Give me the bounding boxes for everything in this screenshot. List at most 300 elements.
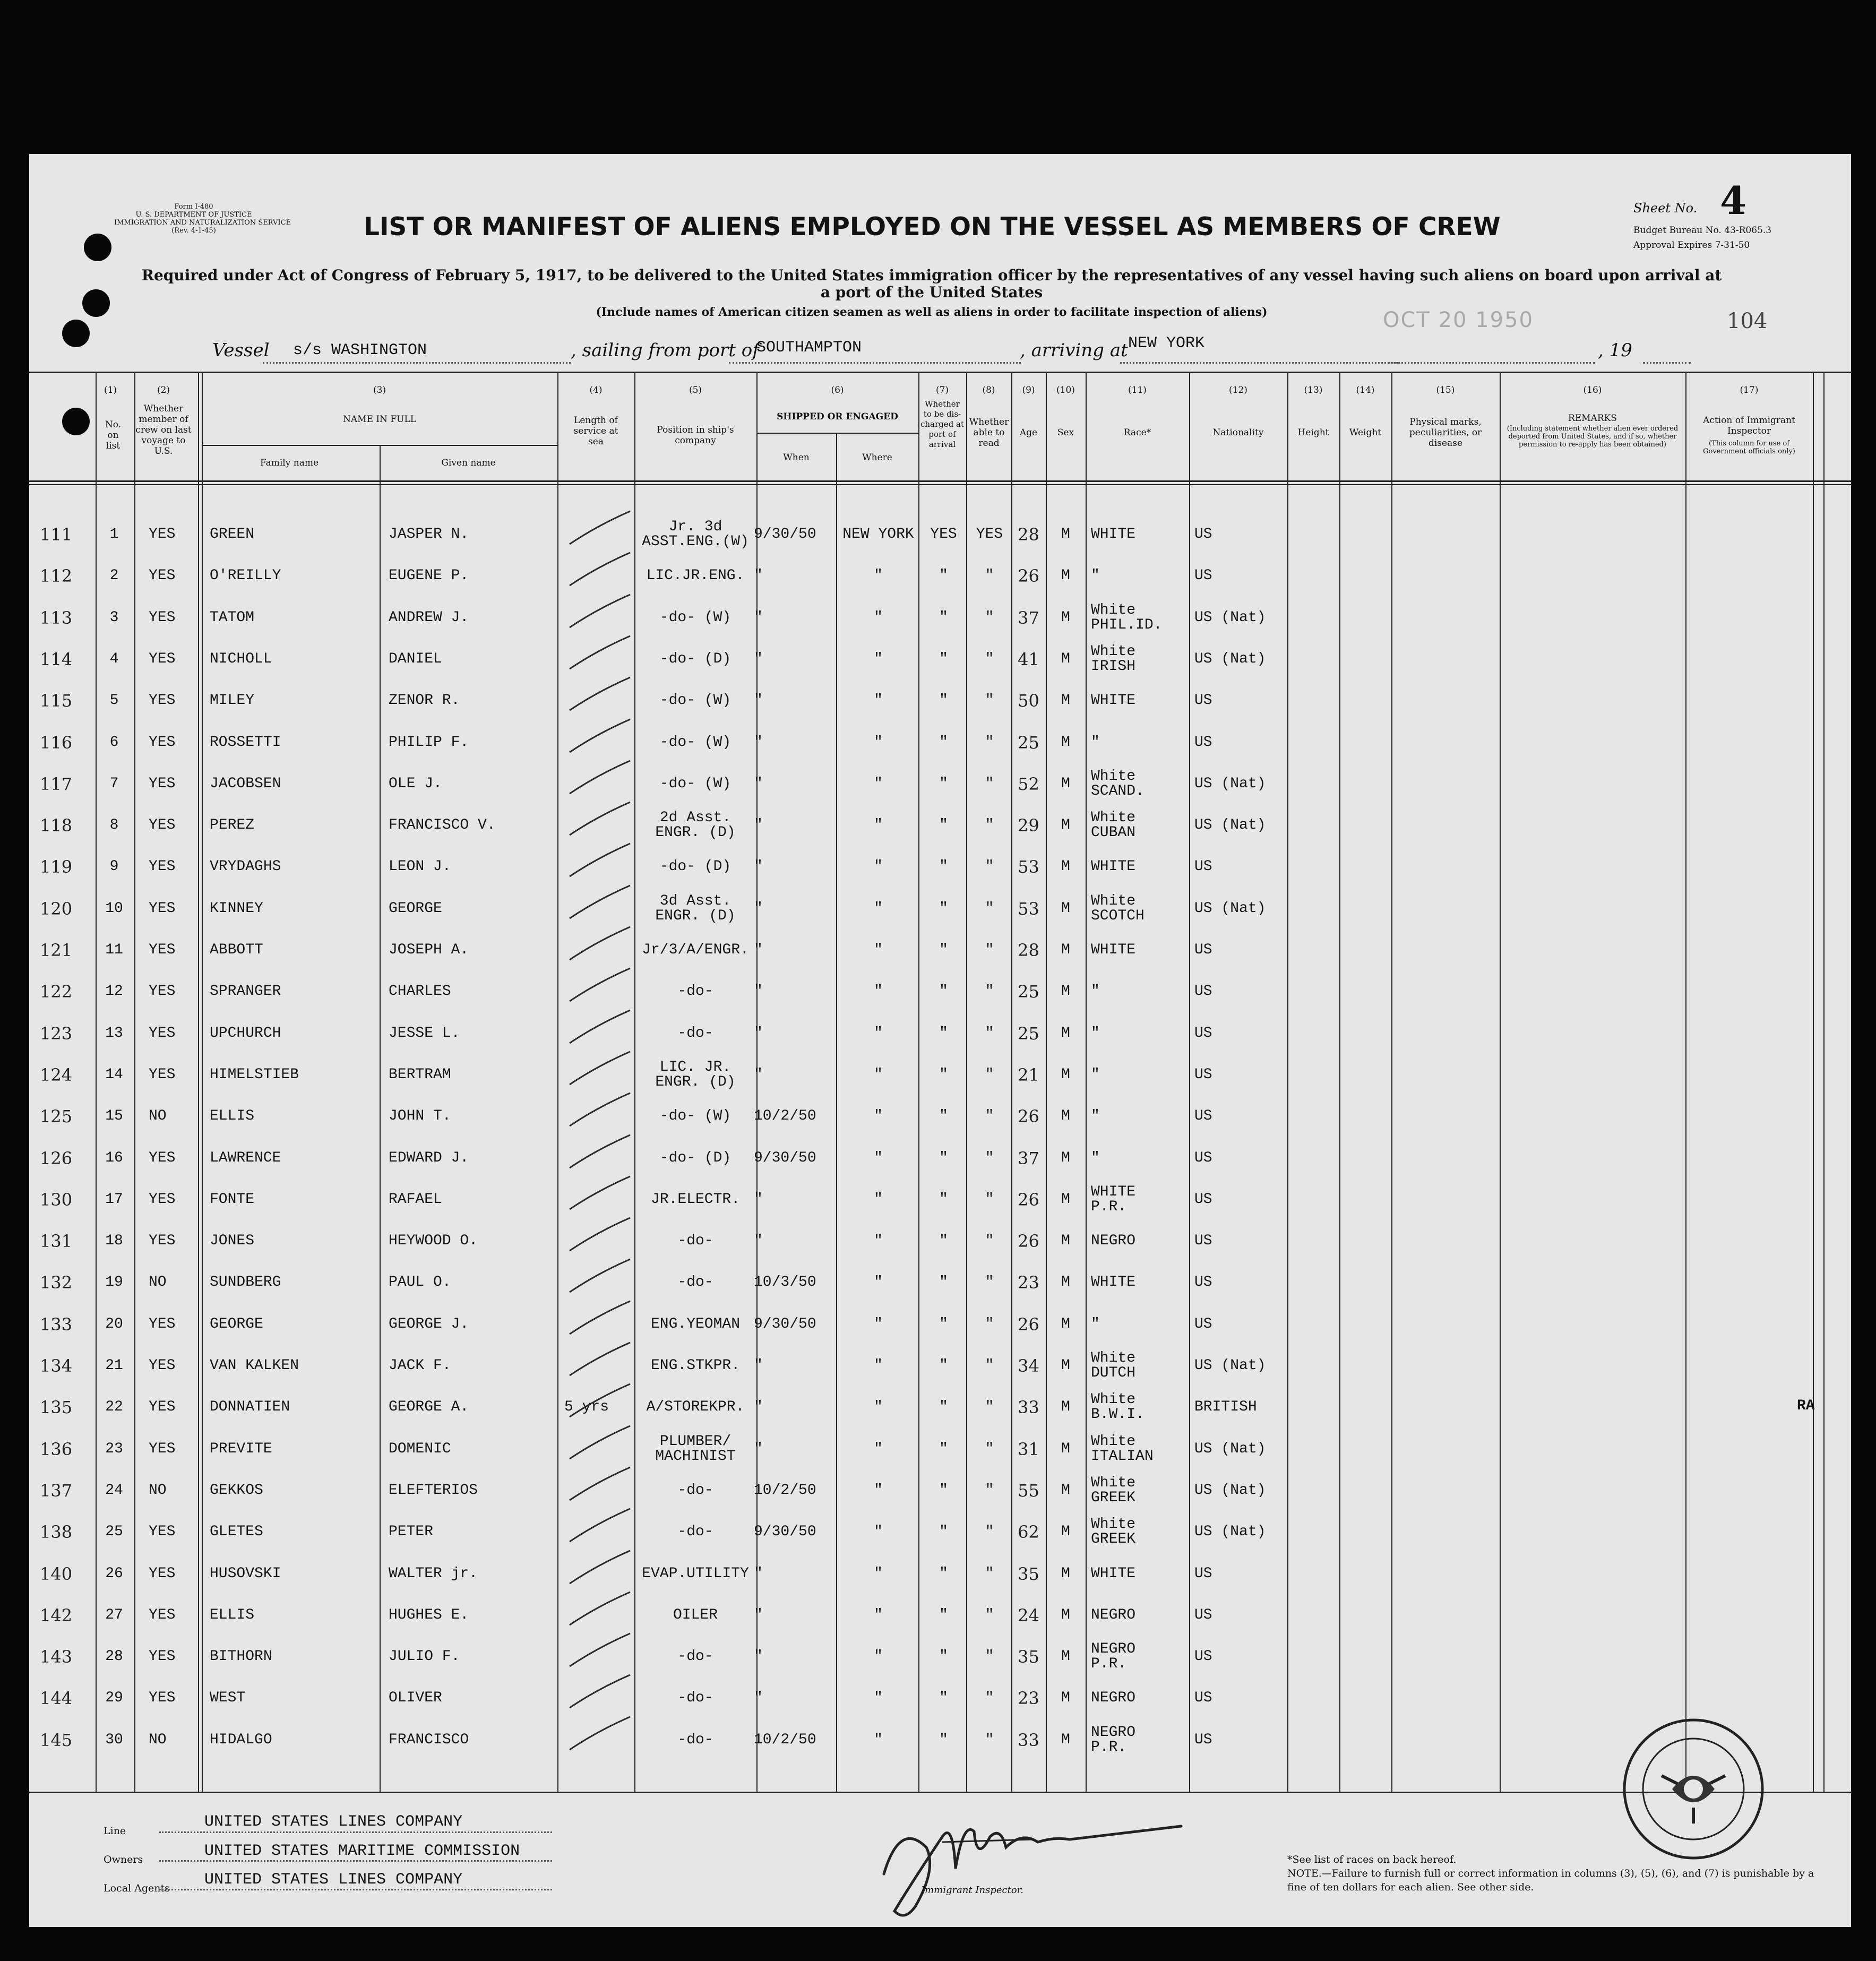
position: -do- xyxy=(677,1025,713,1042)
shipped-where: " xyxy=(874,1066,883,1083)
col6a-header: When xyxy=(783,452,810,463)
column-rule xyxy=(198,372,199,1792)
port-from: SOUTHAMPTON xyxy=(756,339,862,357)
margin-number: 115 xyxy=(40,691,73,711)
last-voyage: YES xyxy=(149,526,176,543)
check-stroke xyxy=(565,1338,634,1381)
list-number: 21 xyxy=(105,1357,123,1374)
column-rule xyxy=(557,372,558,1792)
nationality: US xyxy=(1194,1606,1212,1623)
sex: M xyxy=(1061,1399,1070,1416)
age: 33 xyxy=(1018,1397,1039,1418)
margin-number: 144 xyxy=(40,1688,73,1709)
last-voyage: YES xyxy=(149,1690,176,1707)
date-stamp: OCT 20 1950 xyxy=(1383,308,1534,332)
sex: M xyxy=(1061,1149,1070,1166)
sex: M xyxy=(1061,1482,1070,1499)
margin-number: 135 xyxy=(40,1397,73,1418)
port-to-underline xyxy=(1120,362,1399,364)
sex: M xyxy=(1061,1690,1070,1707)
department: U. S. DEPARTMENT OF JUSTICE xyxy=(135,211,252,219)
sex: M xyxy=(1061,1731,1070,1748)
discharged: " xyxy=(939,1149,948,1166)
position: -do- (W) xyxy=(659,1108,732,1125)
col5-header: Position in ship's company xyxy=(657,425,734,446)
margin-number: 117 xyxy=(40,773,73,794)
race-note: *See list of races on back hereof. xyxy=(1287,1854,1457,1865)
shipped-when: 9/30/50 xyxy=(754,1315,816,1332)
race: White ITALIAN xyxy=(1091,1433,1154,1465)
family-name: JACOBSEN xyxy=(210,775,281,792)
col11-header: Race* xyxy=(1123,427,1151,438)
last-voyage: YES xyxy=(149,983,176,1000)
last-voyage: NO xyxy=(149,1731,167,1748)
shipped-where: " xyxy=(874,1233,883,1250)
given-name: GEORGE J. xyxy=(389,1315,469,1332)
discharged: " xyxy=(939,650,948,667)
shipped-when: 10/2/50 xyxy=(754,1482,816,1499)
shipped-when: " xyxy=(754,942,763,958)
family-name: HUSOVSKI xyxy=(210,1565,281,1582)
given-name: DOMENIC xyxy=(389,1440,451,1457)
shipped-when: 10/3/50 xyxy=(754,1274,816,1291)
col7-number: (7) xyxy=(935,385,949,395)
owners-label: Owners xyxy=(104,1854,143,1865)
given-name: JOSEPH A. xyxy=(389,942,469,958)
able-to-read: " xyxy=(985,1315,994,1332)
last-voyage: YES xyxy=(149,900,176,917)
race: NEGRO xyxy=(1091,1606,1136,1623)
sex: M xyxy=(1061,983,1070,1000)
list-number: 11 xyxy=(105,942,123,958)
discharged: " xyxy=(939,775,948,792)
shipped-when: 9/30/50 xyxy=(754,526,816,543)
age: 53 xyxy=(1018,857,1039,878)
check-stroke xyxy=(565,715,634,758)
given-name: FRANCISCO V. xyxy=(389,817,496,834)
column-rule xyxy=(134,372,135,1792)
discharged: " xyxy=(939,567,948,584)
list-number: 30 xyxy=(105,1731,123,1748)
age: 34 xyxy=(1018,1356,1039,1376)
able-to-read: " xyxy=(985,775,994,792)
discharged: " xyxy=(939,1565,948,1582)
able-to-read: " xyxy=(985,650,994,667)
shipped-where: " xyxy=(874,900,883,917)
shipped-when: " xyxy=(754,609,763,626)
able-to-read: " xyxy=(985,1482,994,1499)
race: White SCOTCH xyxy=(1091,892,1144,924)
position: PLUMBER/ MACHINIST xyxy=(655,1433,736,1465)
margin-number: 132 xyxy=(40,1272,73,1293)
shipped-subheader-rule xyxy=(756,433,918,434)
check-stroke xyxy=(565,507,634,549)
sex: M xyxy=(1061,1440,1070,1457)
family-name: WEST xyxy=(210,1690,246,1707)
race: NEGRO P.R. xyxy=(1091,1641,1136,1673)
page-number: 104 xyxy=(1727,309,1768,333)
race: White CUBAN xyxy=(1091,810,1136,841)
col14-number: (14) xyxy=(1356,385,1375,395)
shipped-when: " xyxy=(754,900,763,917)
col14-header: Weight xyxy=(1349,427,1382,438)
shipped-where: " xyxy=(874,1690,883,1707)
list-number: 2 xyxy=(109,567,119,584)
race: " xyxy=(1091,1025,1100,1042)
list-number: 8 xyxy=(109,817,119,834)
age: 53 xyxy=(1018,898,1039,919)
list-number: 13 xyxy=(105,1025,123,1042)
last-voyage: YES xyxy=(149,817,176,834)
margin-number: 131 xyxy=(40,1231,73,1252)
shipped-when: " xyxy=(754,734,763,751)
shipped-where: " xyxy=(874,775,883,792)
shipped-where: " xyxy=(874,1274,883,1291)
col2-number: (2) xyxy=(157,385,170,395)
position: -do- xyxy=(677,1482,713,1499)
sex: M xyxy=(1061,775,1070,792)
table-top-rule xyxy=(29,372,1851,373)
discharged: " xyxy=(939,734,948,751)
check-stroke xyxy=(565,1172,634,1215)
position: -do- xyxy=(677,1524,713,1541)
able-to-read: " xyxy=(985,1606,994,1623)
position: -do- (W) xyxy=(659,609,732,626)
sheet-no-label: Sheet No. xyxy=(1633,201,1698,216)
sex: M xyxy=(1061,650,1070,667)
nationality: US xyxy=(1194,1731,1212,1748)
shipped-where: " xyxy=(874,1108,883,1125)
age: 26 xyxy=(1018,1106,1039,1127)
nationality: US xyxy=(1194,1233,1212,1250)
col6-header: SHIPPED OR ENGAGED xyxy=(777,411,898,422)
age: 37 xyxy=(1018,1148,1039,1168)
sex: M xyxy=(1061,1648,1070,1665)
shipped-when: " xyxy=(754,1690,763,1707)
position: Jr/3/A/ENGR. xyxy=(642,942,749,958)
margin-number: 136 xyxy=(40,1439,73,1459)
race: " xyxy=(1091,567,1100,584)
nationality: US xyxy=(1194,983,1212,1000)
sex: M xyxy=(1061,1524,1070,1541)
race: NEGRO xyxy=(1091,1233,1136,1250)
given-name: PAUL O. xyxy=(389,1274,451,1291)
family-name: KINNEY xyxy=(210,900,263,917)
shipped-where: " xyxy=(874,1606,883,1623)
discharged: " xyxy=(939,609,948,626)
able-to-read: " xyxy=(985,858,994,875)
col8-header: Whether able to read xyxy=(969,417,1009,449)
sex: M xyxy=(1061,1191,1070,1208)
age: 52 xyxy=(1018,773,1039,794)
shipped-where: " xyxy=(874,1524,883,1541)
last-voyage: YES xyxy=(149,1233,176,1250)
family-name: GLETES xyxy=(210,1524,263,1541)
position: EVAP.UTILITY xyxy=(642,1565,749,1582)
discharged: " xyxy=(939,1524,948,1541)
able-to-read: " xyxy=(985,1440,994,1457)
list-number: 22 xyxy=(105,1399,123,1416)
family-name: VRYDAGHS xyxy=(210,858,281,875)
margin-number: 138 xyxy=(40,1522,73,1543)
shipped-when: " xyxy=(754,1606,763,1623)
sex: M xyxy=(1061,1274,1070,1291)
list-number: 1 xyxy=(109,526,119,543)
port-to: NEW YORK xyxy=(1128,334,1205,352)
shipped-when: " xyxy=(754,1233,763,1250)
list-number: 7 xyxy=(109,775,119,792)
position: OILER xyxy=(673,1606,718,1623)
nationality: US xyxy=(1194,1149,1212,1166)
shipped-when: " xyxy=(754,1025,763,1042)
shipped-when: " xyxy=(754,858,763,875)
agents-underline xyxy=(159,1889,552,1890)
form-number: Form I-480 xyxy=(174,203,213,211)
sex: M xyxy=(1061,1233,1070,1250)
shipped-where: " xyxy=(874,942,883,958)
sheet-no: 4 xyxy=(1720,178,1747,223)
margin-number: 120 xyxy=(40,898,73,919)
discharged: " xyxy=(939,942,948,958)
shipped-where: " xyxy=(874,1025,883,1042)
shipped-where: " xyxy=(874,1149,883,1166)
budget-bureau: Budget Bureau No. 43-R065.3 xyxy=(1633,225,1772,236)
race: White IRISH xyxy=(1091,643,1136,675)
owners-underline xyxy=(159,1860,552,1862)
shipped-where: " xyxy=(874,567,883,584)
able-to-read: YES xyxy=(976,526,1003,543)
age: 37 xyxy=(1018,607,1039,628)
last-voyage: YES xyxy=(149,1357,176,1374)
last-voyage: YES xyxy=(149,609,176,626)
last-voyage: YES xyxy=(149,1524,176,1541)
age: 55 xyxy=(1018,1480,1039,1501)
col13-number: (13) xyxy=(1304,385,1323,395)
position: -do- (D) xyxy=(659,858,732,875)
port-from-underline xyxy=(729,362,1021,364)
col2-header: Whether member of crew on last voyage to U.S. xyxy=(135,403,192,457)
position: JR.ELECTR. xyxy=(650,1191,741,1208)
given-name: RAFAEL xyxy=(389,1191,442,1208)
nationality: US (Nat) xyxy=(1194,1524,1266,1541)
margin-number: 134 xyxy=(40,1356,73,1376)
position: ENG.STKPR. xyxy=(650,1357,741,1374)
check-stroke xyxy=(565,548,634,591)
race: NEGRO P.R. xyxy=(1091,1724,1136,1756)
shipped-when: " xyxy=(754,1440,763,1457)
discharged: " xyxy=(939,1357,948,1374)
col6-number: (6) xyxy=(831,385,844,395)
given-name: FRANCISCO xyxy=(389,1731,469,1748)
shipped-when: 10/2/50 xyxy=(754,1108,816,1125)
check-stroke xyxy=(565,1671,634,1713)
given-name: HUGHES E. xyxy=(389,1606,469,1623)
check-stroke xyxy=(565,1588,634,1630)
position: -do- (W) xyxy=(659,692,732,709)
age: 29 xyxy=(1018,815,1039,836)
margin-number: 142 xyxy=(40,1605,73,1625)
race: White GREEK xyxy=(1091,1516,1136,1548)
age: 62 xyxy=(1018,1522,1039,1543)
able-to-read: " xyxy=(985,567,994,584)
nationality: US xyxy=(1194,692,1212,709)
race: " xyxy=(1091,734,1100,751)
discharged: " xyxy=(939,858,948,875)
margin-number: 126 xyxy=(40,1148,73,1168)
sex: M xyxy=(1061,1025,1070,1042)
penalty-note: NOTE.—Failure to furnish full or correct information in columns (3), (5), (6), and (7) is punishable by a fine of ten dollars for each alien. See other side. xyxy=(1287,1868,1814,1893)
check-stroke xyxy=(565,1006,634,1048)
family-name: GEORGE xyxy=(210,1315,263,1332)
col9-header: Age xyxy=(1019,427,1038,438)
col16-number: (16) xyxy=(1583,385,1602,395)
shipped-when: " xyxy=(754,1357,763,1374)
family-name: VAN KALKEN xyxy=(210,1357,299,1374)
shipped-when: " xyxy=(754,1648,763,1665)
col17-note: (This column for use of Government officials only) xyxy=(1703,440,1795,455)
list-number: 18 xyxy=(105,1233,123,1250)
check-stroke xyxy=(565,1214,634,1256)
margin-number: 130 xyxy=(40,1189,73,1210)
manifest-sheet xyxy=(29,154,1851,1927)
age: 50 xyxy=(1018,691,1039,711)
given-name: EUGENE P. xyxy=(389,567,469,584)
position: 2d Asst. ENGR. (D) xyxy=(655,810,736,841)
age: 28 xyxy=(1018,524,1039,545)
col3a-header: Family name xyxy=(260,458,319,468)
last-voyage: YES xyxy=(149,775,176,792)
given-name: OLE J. xyxy=(389,775,442,792)
check-stroke xyxy=(565,798,634,840)
family-name: HIMELSTIEB xyxy=(210,1066,299,1083)
family-name: LAWRENCE xyxy=(210,1149,281,1166)
position: ENG.YEOMAN xyxy=(650,1315,741,1332)
vessel-underline xyxy=(263,362,571,364)
last-voyage: YES xyxy=(149,1606,176,1623)
margin-number: 112 xyxy=(40,566,73,587)
sex: M xyxy=(1061,567,1070,584)
punch-hole xyxy=(84,234,111,261)
shipped-when: " xyxy=(754,1191,763,1208)
last-voyage: YES xyxy=(149,858,176,875)
able-to-read: " xyxy=(985,1731,994,1748)
check-stroke xyxy=(565,839,634,882)
nationality: US xyxy=(1194,1648,1212,1665)
able-to-read: " xyxy=(985,1357,994,1374)
year-label: , 19 xyxy=(1598,340,1632,361)
position: 3d Asst. ENGR. (D) xyxy=(655,892,736,924)
nationality: US xyxy=(1194,1108,1212,1125)
sex: M xyxy=(1061,1565,1070,1582)
race: WHITE xyxy=(1091,858,1136,875)
list-number: 28 xyxy=(105,1648,123,1665)
sex: M xyxy=(1061,1315,1070,1332)
discharged: " xyxy=(939,1315,948,1332)
approval-expires: Approval Expires 7-31-50 xyxy=(1633,240,1750,251)
age: 23 xyxy=(1018,1272,1039,1293)
year-underline xyxy=(1643,362,1691,364)
budget-info xyxy=(1633,223,1771,253)
able-to-read: " xyxy=(985,942,994,958)
shipped-where: " xyxy=(874,609,883,626)
shipped-when: " xyxy=(754,567,763,584)
shipped-when: 10/2/50 xyxy=(754,1731,816,1748)
margin-number: 137 xyxy=(40,1480,73,1501)
nationality: US xyxy=(1194,1315,1212,1332)
list-number: 24 xyxy=(105,1482,123,1499)
check-stroke xyxy=(565,964,634,1007)
shipped-where: " xyxy=(874,817,883,834)
age: 31 xyxy=(1018,1439,1039,1459)
given-name: HEYWOOD O. xyxy=(389,1233,478,1250)
margin-number: 133 xyxy=(40,1314,73,1335)
col3-number: (3) xyxy=(373,385,386,395)
given-name: BERTRAM xyxy=(389,1066,451,1083)
able-to-read: " xyxy=(985,1690,994,1707)
column-rule xyxy=(96,372,97,1792)
check-stroke xyxy=(565,1546,634,1589)
list-number: 14 xyxy=(105,1066,123,1083)
position: -do- xyxy=(677,1233,713,1250)
service: IMMIGRATION AND NATURALIZATION SERVICE xyxy=(114,219,291,227)
race: WHITE xyxy=(1091,1274,1136,1291)
family-name: BITHORN xyxy=(210,1648,272,1665)
position: -do- (W) xyxy=(659,775,732,792)
last-voyage: YES xyxy=(149,650,176,667)
family-name: DONNATIEN xyxy=(210,1399,290,1416)
nationality: US (Nat) xyxy=(1194,1357,1266,1374)
nationality: US (Nat) xyxy=(1194,1482,1266,1499)
shipped-when: " xyxy=(754,775,763,792)
discharged: " xyxy=(939,983,948,1000)
col16-note: (Including statement whether alien ever ordered deported from United States, and if so, whether permission to re-apply has been obtained) xyxy=(1507,425,1679,449)
given-name: OLIVER xyxy=(389,1690,442,1707)
list-number: 20 xyxy=(105,1315,123,1332)
shipped-where: " xyxy=(874,1731,883,1748)
column-rule xyxy=(1500,372,1501,1792)
given-name: ANDREW J. xyxy=(389,609,469,626)
check-stroke xyxy=(565,1504,634,1547)
col10-number: (10) xyxy=(1056,385,1075,395)
age: 25 xyxy=(1018,982,1039,1002)
family-name: MILEY xyxy=(210,692,255,709)
check-stroke xyxy=(565,632,634,674)
able-to-read: " xyxy=(985,1565,994,1582)
able-to-read: " xyxy=(985,1191,994,1208)
family-name: GREEN xyxy=(210,526,255,543)
nationality: US xyxy=(1194,734,1212,751)
column-rule xyxy=(380,445,381,1792)
position: -do- (W) xyxy=(659,734,732,751)
family-name: GEKKOS xyxy=(210,1482,263,1499)
nationality: US xyxy=(1194,1066,1212,1083)
col10-header: Sex xyxy=(1057,427,1074,438)
age: 23 xyxy=(1018,1688,1039,1709)
discharged: " xyxy=(939,1066,948,1083)
discharged: " xyxy=(939,1274,948,1291)
able-to-read: " xyxy=(985,692,994,709)
race: " xyxy=(1091,1066,1100,1083)
check-stroke xyxy=(565,1297,634,1339)
race: White PHIL.ID. xyxy=(1091,601,1163,633)
nationality: US xyxy=(1194,567,1212,584)
nationality: BRITISH xyxy=(1194,1399,1257,1416)
nationality: US xyxy=(1194,1565,1212,1582)
discharged: " xyxy=(939,900,948,917)
last-voyage: NO xyxy=(149,1274,167,1291)
margin-number: 119 xyxy=(40,857,73,878)
sex: M xyxy=(1061,1357,1070,1374)
